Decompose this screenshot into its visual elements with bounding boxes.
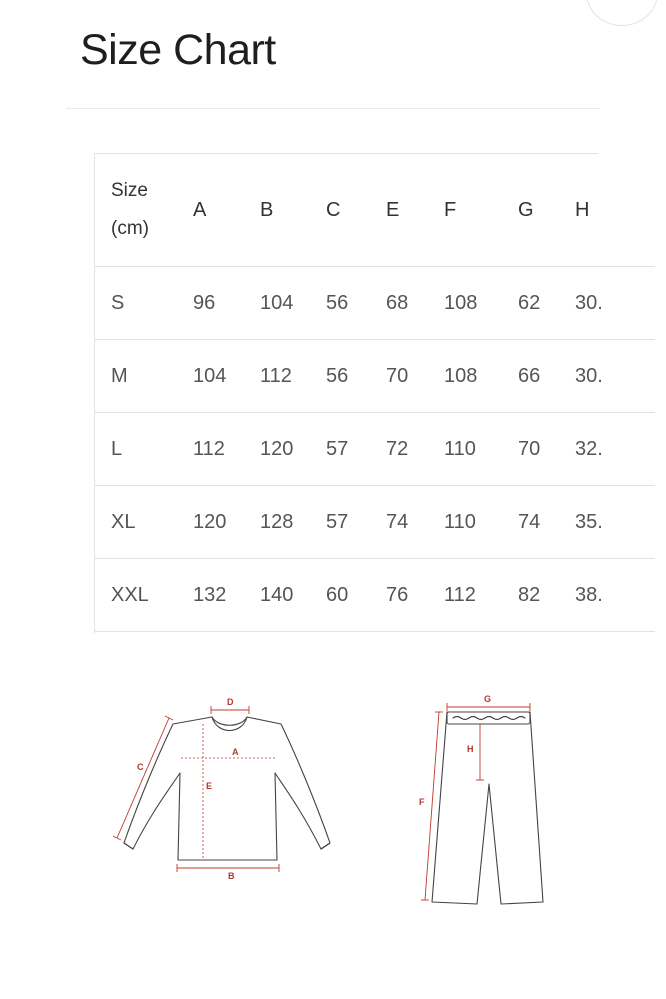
- label-f: F: [419, 797, 425, 807]
- shirt-diagram: [113, 697, 330, 881]
- title-divider: [66, 108, 600, 109]
- label-a: A: [232, 747, 239, 757]
- value-cell: 76: [386, 559, 444, 632]
- value-cell: 74: [518, 486, 575, 559]
- shirt-collar: [212, 717, 247, 731]
- value-cell: 104: [193, 340, 260, 413]
- value-cell: 57: [326, 486, 386, 559]
- value-cell: 56: [326, 267, 386, 340]
- column-header-e: E: [386, 154, 444, 267]
- measure-tick-c-bottom: [113, 836, 121, 840]
- value-cell: 35.: [575, 486, 655, 559]
- column-header-b: B: [260, 154, 326, 267]
- page-title: Size Chart: [80, 26, 276, 74]
- value-cell: 32.: [575, 413, 655, 486]
- shirt-right-cuff: [321, 843, 330, 849]
- table-row: [95, 413, 655, 486]
- value-cell: 108: [444, 340, 518, 413]
- value-cell: 140: [260, 559, 326, 632]
- measurement-diagram: [105, 688, 565, 918]
- size-cell: L: [95, 413, 193, 486]
- measurement-diagram-svg: [105, 688, 565, 918]
- size-table-container[interactable]: [94, 153, 603, 634]
- size-table: [95, 154, 655, 632]
- table-row: [95, 340, 655, 413]
- value-cell: 128: [260, 486, 326, 559]
- value-cell: 60: [326, 559, 386, 632]
- label-d: D: [227, 697, 234, 707]
- size-cell: S: [95, 267, 193, 340]
- table-row: [95, 267, 655, 340]
- shirt-left-cuff: [124, 843, 133, 849]
- value-cell: 30.: [575, 267, 655, 340]
- column-header-g: G: [518, 154, 575, 267]
- value-cell: 132: [193, 559, 260, 632]
- table-header-row: [95, 154, 655, 267]
- value-cell: 104: [260, 267, 326, 340]
- measure-line-c: [117, 718, 169, 838]
- size-cell: XL: [95, 486, 193, 559]
- column-header-a: A: [193, 154, 260, 267]
- value-cell: 110: [444, 413, 518, 486]
- value-cell: 74: [386, 486, 444, 559]
- label-b: B: [228, 871, 235, 881]
- value-cell: 96: [193, 267, 260, 340]
- value-cell: 120: [260, 413, 326, 486]
- value-cell: 108: [444, 267, 518, 340]
- column-header-c: C: [326, 154, 386, 267]
- value-cell: 66: [518, 340, 575, 413]
- table-row: [95, 559, 655, 632]
- label-g: G: [484, 694, 492, 704]
- value-cell: 112: [444, 559, 518, 632]
- value-cell: 57: [326, 413, 386, 486]
- value-cell: 112: [260, 340, 326, 413]
- value-cell: 56: [326, 340, 386, 413]
- label-c: C: [137, 762, 144, 772]
- corner-decoration: [586, 0, 658, 26]
- value-cell: 68: [386, 267, 444, 340]
- value-cell: 70: [518, 413, 575, 486]
- column-header-f: F: [444, 154, 518, 267]
- shirt-outline: [124, 717, 330, 860]
- size-column-header: [95, 154, 193, 267]
- size-cell: M: [95, 340, 193, 413]
- value-cell: 70: [386, 340, 444, 413]
- value-cell: 62: [518, 267, 575, 340]
- value-cell: 120: [193, 486, 260, 559]
- pants-outline: [432, 712, 543, 904]
- table-row: [95, 486, 655, 559]
- pants-waist-gather: [453, 717, 525, 720]
- value-cell: 82: [518, 559, 575, 632]
- value-cell: 30.: [575, 340, 655, 413]
- label-h: H: [467, 744, 474, 754]
- measure-line-f: [425, 712, 439, 900]
- measure-tick-c-top: [165, 716, 173, 720]
- value-cell: 112: [193, 413, 260, 486]
- column-header-h: H: [575, 154, 655, 267]
- pants-diagram: [419, 694, 543, 904]
- size-header-label: Size (cm): [111, 180, 149, 239]
- size-cell: XXL: [95, 559, 193, 632]
- value-cell: 110: [444, 486, 518, 559]
- value-cell: 38.: [575, 559, 655, 632]
- label-e: E: [206, 781, 213, 791]
- value-cell: 72: [386, 413, 444, 486]
